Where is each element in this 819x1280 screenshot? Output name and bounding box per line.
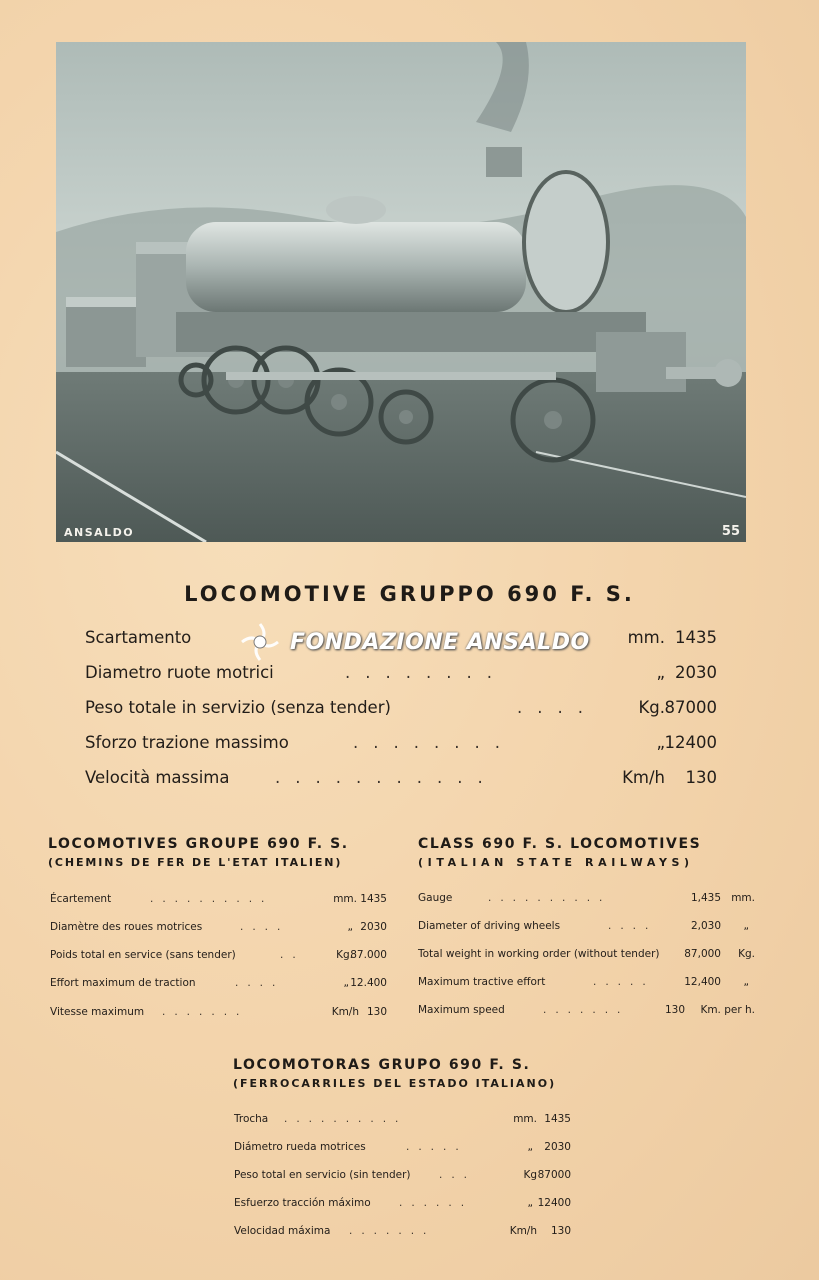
french-row-value: 87.000 bbox=[350, 949, 387, 961]
french-row-value: 1435 bbox=[360, 893, 387, 905]
spanish-row bbox=[234, 1225, 571, 1241]
leader-dots: .... bbox=[235, 977, 285, 989]
french-row-label: Effort maximum de traction bbox=[50, 977, 196, 989]
english-row bbox=[418, 920, 755, 936]
leader-dots: .... bbox=[517, 698, 598, 717]
spanish-row-value: 87000 bbox=[537, 1169, 571, 1181]
leader-dots: .......... bbox=[150, 893, 274, 905]
leader-dots: .... bbox=[240, 921, 290, 933]
english-row-value: 2,030 bbox=[690, 920, 721, 932]
english-row-unit: „ bbox=[743, 920, 749, 932]
french-row bbox=[50, 1006, 387, 1022]
english-row bbox=[418, 892, 755, 908]
italian-row bbox=[85, 733, 717, 759]
english-row-value: 87,000 bbox=[684, 948, 721, 960]
english-row bbox=[418, 1004, 755, 1020]
italian-row-label: Scartamento bbox=[85, 628, 192, 647]
spanish-row-label: Peso total en servicio (sin tender) bbox=[234, 1169, 411, 1181]
photo-caption: ANSALDO bbox=[64, 526, 135, 539]
watermark bbox=[238, 620, 598, 664]
spanish-row-unit: Km/h bbox=[509, 1225, 537, 1237]
spanish-row-unit: Kg bbox=[523, 1169, 537, 1181]
spanish-row-label: Esfuerzo tracción máximo bbox=[234, 1197, 371, 1209]
french-row-unit: mm. bbox=[333, 893, 357, 905]
french-row-value: 130 bbox=[366, 1006, 387, 1018]
leader-dots: ..... bbox=[593, 976, 655, 988]
spanish-row-label: Diámetro rueda motrices bbox=[234, 1141, 366, 1153]
leader-dots: ........ bbox=[353, 733, 515, 752]
italian-row-unit: Km/h bbox=[622, 768, 665, 787]
french-row-label: Diamètre des roues motrices bbox=[50, 921, 203, 933]
italian-row bbox=[85, 663, 717, 689]
french-row bbox=[50, 949, 387, 965]
spanish-row-value: 12400 bbox=[537, 1197, 571, 1209]
spanish-row-label: Trocha bbox=[234, 1113, 269, 1125]
english-row-label: Diameter of driving wheels bbox=[418, 920, 561, 932]
french-row-label: Écartement bbox=[50, 893, 112, 905]
leader-dots: ... bbox=[439, 1169, 477, 1181]
french-title: LOCOMOTIVES GROUPE 690 F. S. bbox=[48, 836, 349, 852]
italian-row-value: 130 bbox=[685, 768, 717, 787]
watermark-text: FONDAZIONE ANSALDO bbox=[290, 629, 590, 655]
spanish-row-unit: „ bbox=[527, 1141, 533, 1153]
italian-row-value: 87000 bbox=[664, 698, 717, 717]
french-row-label: Vitesse maximum bbox=[50, 1006, 145, 1018]
italian-row-label: Velocità massima bbox=[85, 768, 230, 787]
french-row-unit: Kg. bbox=[336, 949, 353, 961]
english-row-unit: „ bbox=[743, 976, 749, 988]
spanish-row-value: 130 bbox=[550, 1225, 571, 1237]
spanish-row-label: Velocidad máxima bbox=[234, 1225, 331, 1237]
locomotive-illustration bbox=[56, 42, 746, 542]
spanish-row-value: 1435 bbox=[544, 1113, 571, 1125]
italian-row bbox=[85, 768, 717, 794]
french-row-unit: „ bbox=[343, 977, 349, 989]
italian-row-unit: „ bbox=[656, 733, 665, 752]
leader-dots: .......... bbox=[284, 1113, 408, 1125]
spanish-subtitle: (FERROCARRILES DEL ESTADO ITALIANO) bbox=[233, 1077, 557, 1090]
italian-row-label: Diametro ruote motrici bbox=[85, 663, 274, 682]
french-row bbox=[50, 977, 387, 993]
italian-row-unit: „ bbox=[656, 663, 665, 682]
leader-dots: ........... bbox=[275, 768, 498, 787]
english-row-label: Gauge bbox=[418, 892, 453, 904]
spanish-row-value: 2030 bbox=[544, 1141, 571, 1153]
french-row-unit: „ bbox=[347, 921, 353, 933]
leader-dots: ....... bbox=[349, 1225, 436, 1237]
french-row-value: 12.400 bbox=[350, 977, 387, 989]
italian-title: LOCOMOTIVE GRUPPO 690 F. S. bbox=[184, 582, 635, 606]
watermark-logo-icon bbox=[238, 620, 282, 664]
english-row-value: 130 bbox=[664, 1004, 685, 1016]
english-row-unit: Kg. bbox=[738, 948, 755, 960]
italian-row-value: 2030 bbox=[675, 663, 717, 682]
leader-dots: .. bbox=[280, 949, 305, 961]
english-row-label: Maximum speed bbox=[418, 1004, 505, 1016]
english-title: CLASS 690 F. S. LOCOMOTIVES bbox=[418, 836, 702, 852]
french-row-unit: Km/h bbox=[331, 1006, 359, 1018]
italian-row-unit: Kg. bbox=[638, 698, 665, 717]
italian-row-label: Peso totale in servizio (senza tender) bbox=[85, 698, 391, 717]
english-row bbox=[418, 948, 755, 964]
french-row-value: 2030 bbox=[360, 921, 387, 933]
italian-row-unit: mm. bbox=[627, 628, 665, 647]
spanish-row bbox=[234, 1169, 571, 1185]
leader-dots: ...... bbox=[399, 1197, 474, 1209]
english-row-unit: mm. bbox=[731, 892, 755, 904]
english-row bbox=[418, 976, 755, 992]
french-row bbox=[50, 921, 387, 937]
italian-row-label: Sforzo trazione massimo bbox=[85, 733, 289, 752]
english-row-label: Total weight in working order (without tender) bbox=[418, 948, 660, 960]
english-row-label: Maximum tractive effort bbox=[418, 976, 546, 988]
italian-row-value: 1435 bbox=[675, 628, 717, 647]
english-subtitle: (ITALIAN STATE RAILWAYS) bbox=[418, 856, 694, 869]
spanish-title: LOCOMOTORAS GRUPO 690 F. S. bbox=[233, 1057, 531, 1073]
spanish-row bbox=[234, 1197, 571, 1213]
leader-dots: .... bbox=[608, 920, 658, 932]
leader-dots: ....... bbox=[162, 1006, 249, 1018]
french-row bbox=[50, 893, 387, 909]
french-subtitle: (CHEMINS DE FER DE L'ETAT ITALIEN) bbox=[48, 856, 343, 869]
leader-dots: ..... bbox=[406, 1141, 468, 1153]
leader-dots: ........ bbox=[345, 663, 507, 682]
italian-row-value: 12400 bbox=[664, 733, 717, 752]
french-row-label: Poids total en service (sans tender) bbox=[50, 949, 236, 961]
spanish-row bbox=[234, 1113, 571, 1129]
photo-number: 55 bbox=[721, 524, 740, 539]
leader-dots: ....... bbox=[543, 1004, 630, 1016]
leader-dots: .......... bbox=[488, 892, 612, 904]
english-row-value: 1,435 bbox=[690, 892, 721, 904]
spanish-row-unit: „ bbox=[527, 1197, 533, 1209]
english-row-value: 12,400 bbox=[684, 976, 721, 988]
locomotive-photo bbox=[56, 42, 746, 542]
spanish-row bbox=[234, 1141, 571, 1157]
english-row-unit: Km. per h. bbox=[700, 1004, 755, 1016]
italian-row bbox=[85, 698, 717, 724]
spanish-row-unit: mm. bbox=[513, 1113, 537, 1125]
